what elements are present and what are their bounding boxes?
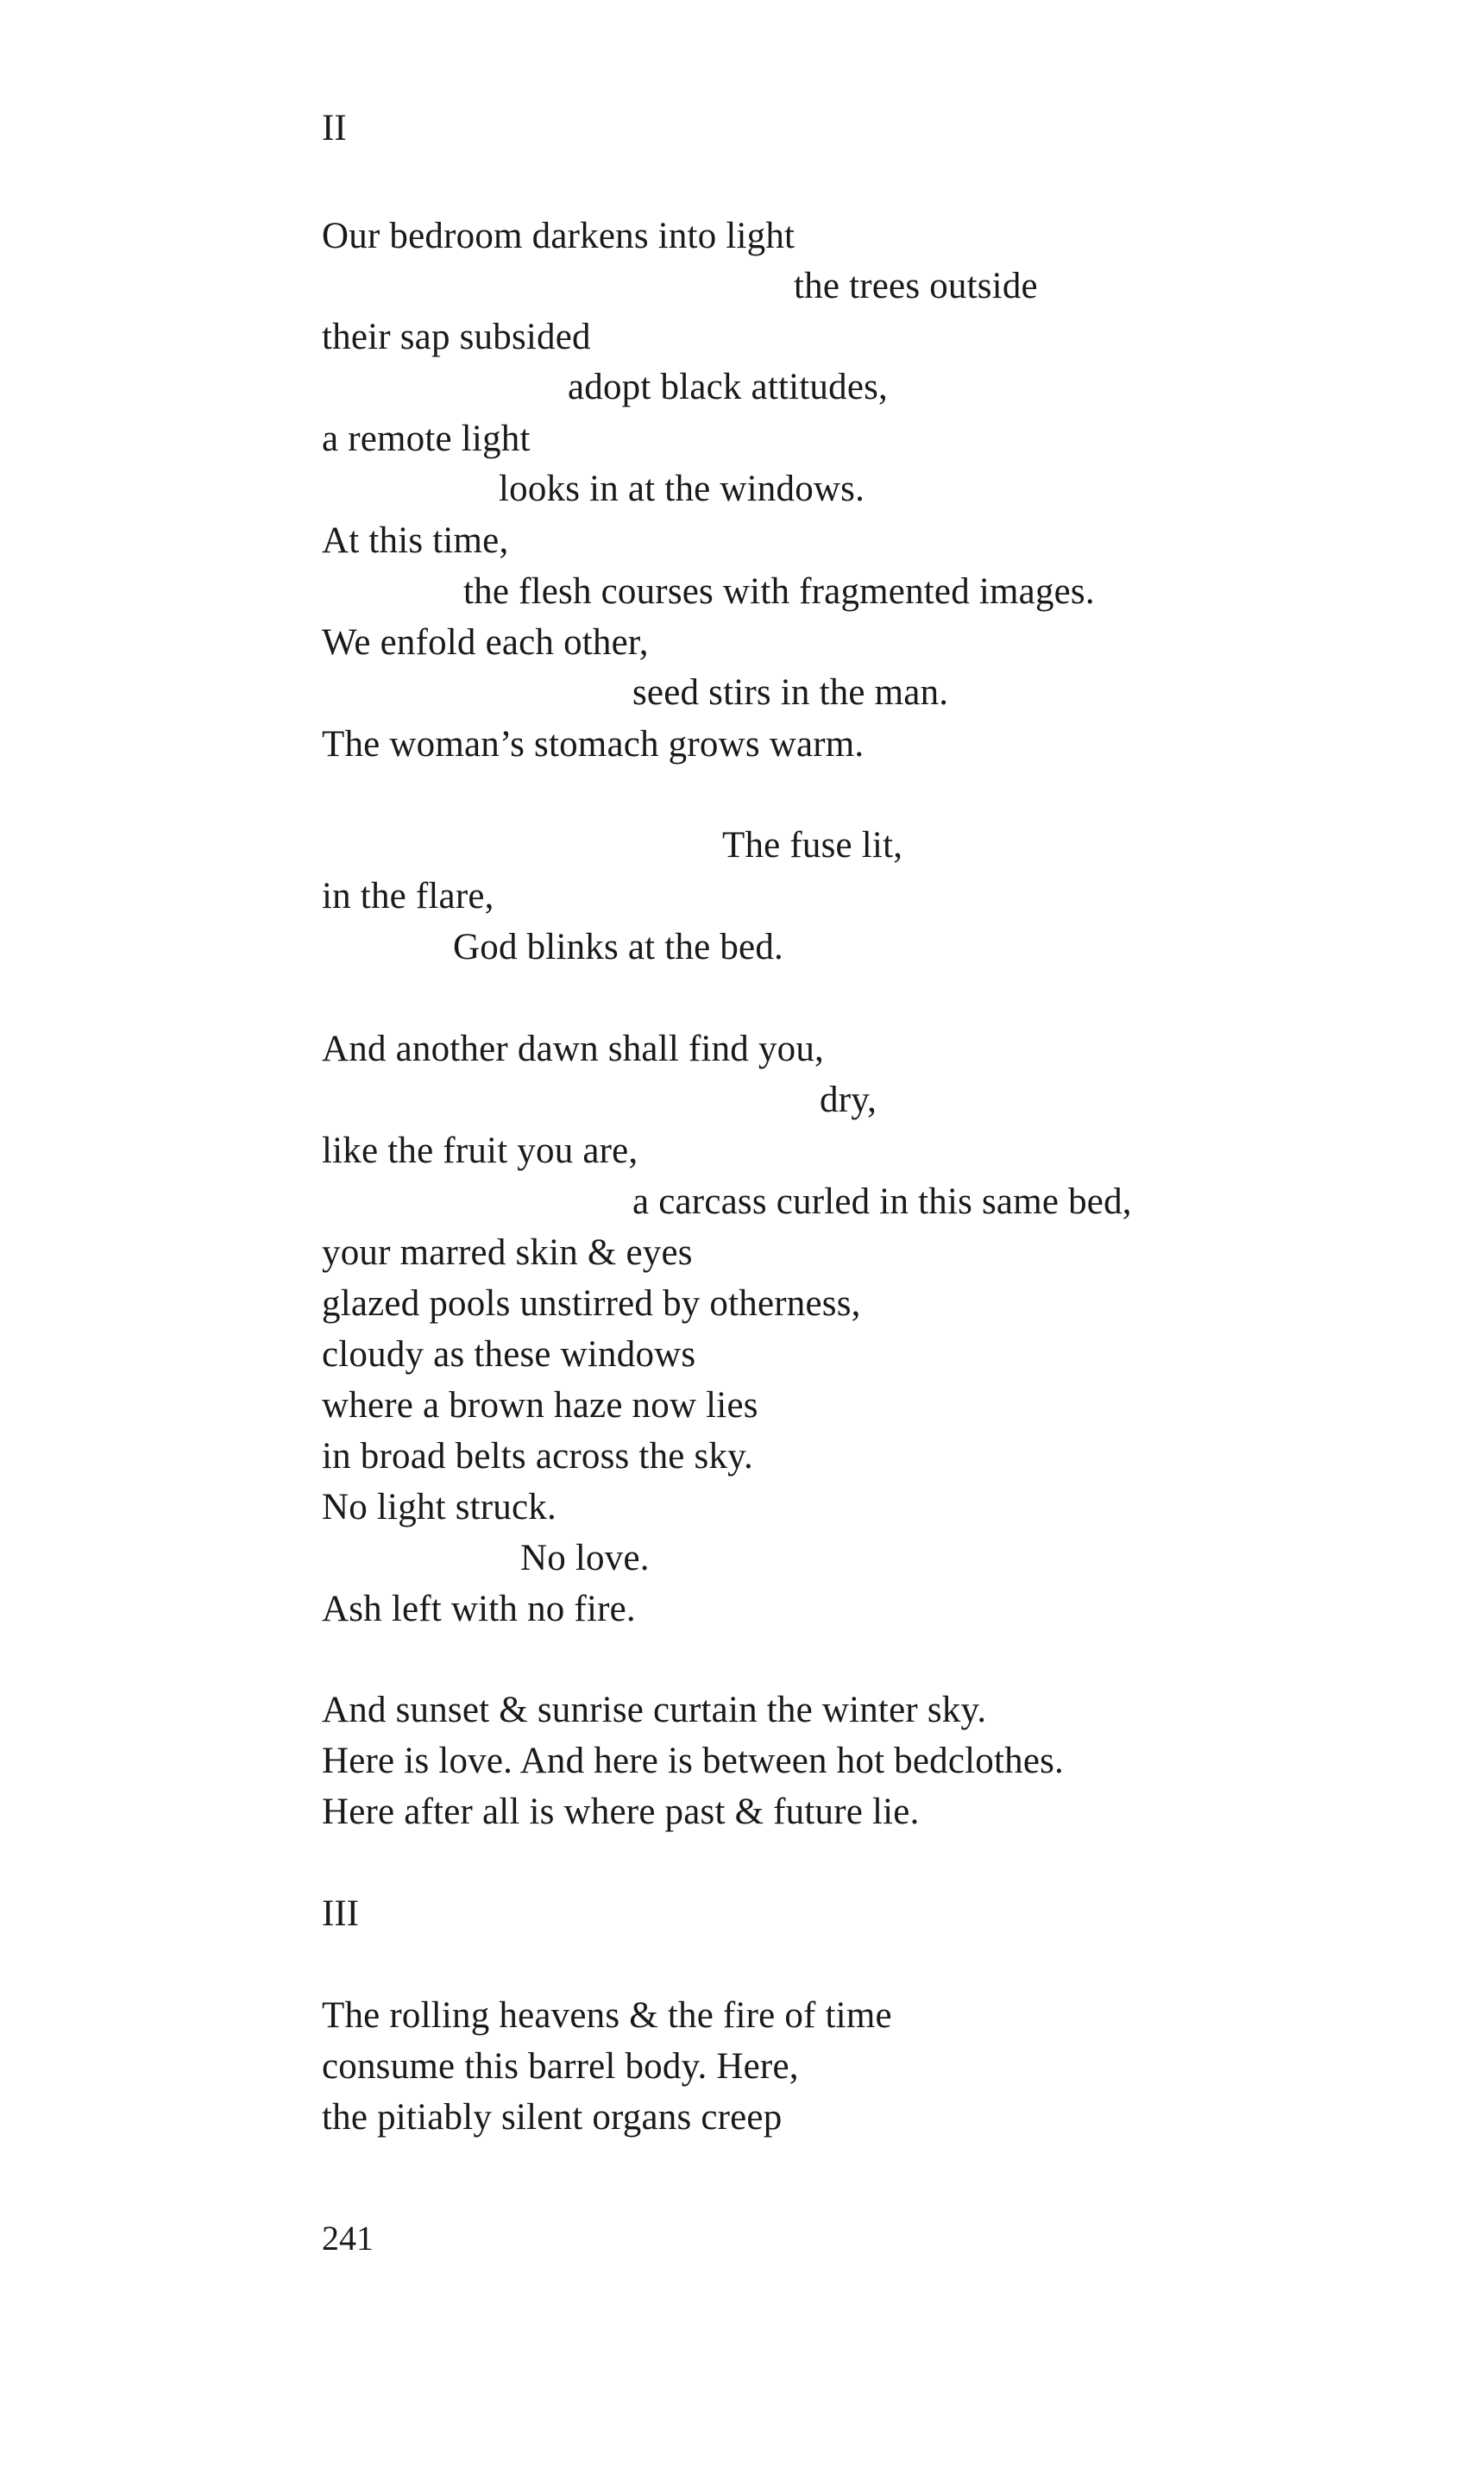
poem-line: Ash left with no fire.: [322, 1589, 636, 1629]
poem-line: glazed pools unstirred by otherness,: [322, 1283, 861, 1324]
poem-line: the trees outside: [794, 266, 1038, 306]
poem-line: No love.: [520, 1538, 650, 1578]
poem-line: a remote light: [322, 419, 531, 459]
poem-line: We enfold each other,: [322, 622, 649, 663]
poem-line: Here is love. And here is between hot bedclothes.: [322, 1741, 1064, 1781]
section-heading-ii: II: [322, 108, 347, 148]
poem-line: in broad belts across the sky.: [322, 1436, 753, 1477]
poem-line: God blinks at the bed.: [453, 927, 783, 967]
poem-line: Our bedroom darkens into light: [322, 216, 795, 256]
poem-line: The rolling heavens & the fire of time: [322, 1995, 892, 2036]
poem-line: in the flare,: [322, 876, 494, 916]
poem-line: adopt black attitudes,: [568, 367, 888, 407]
poem-line: their sap subsided: [322, 317, 591, 357]
poem-line: No light struck.: [322, 1487, 556, 1527]
poem-line: The woman’s stomach grows warm.: [322, 724, 865, 765]
poem-line: And another dawn shall find you,: [322, 1029, 825, 1069]
poem-line: the flesh courses with fragmented images.: [463, 571, 1095, 612]
poem-line: At this time,: [322, 520, 509, 561]
poem-line: like the fruit you are,: [322, 1131, 638, 1171]
poem-line: looks in at the windows.: [499, 469, 865, 509]
poem-line: consume this barrel body. Here,: [322, 2046, 799, 2087]
poem-line: the pitiably silent organs creep: [322, 2097, 783, 2138]
poem-line: dry,: [820, 1080, 877, 1120]
page-number: 241: [322, 2219, 374, 2258]
poem-line: And sunset & sunrise curtain the winter sky.: [322, 1690, 987, 1730]
poem-line: a carcass curled in this same bed,: [632, 1181, 1132, 1222]
poem-line: Here after all is where past & future lie.: [322, 1792, 920, 1832]
poem-line: your marred skin & eyes: [322, 1232, 693, 1273]
poem-line: where a brown haze now lies: [322, 1385, 758, 1426]
section-heading-iii: III: [322, 1893, 359, 1934]
poem-line: The fuse lit,: [722, 825, 903, 866]
poem-line: seed stirs in the man.: [632, 672, 949, 713]
poem-line: cloudy as these windows: [322, 1334, 696, 1375]
